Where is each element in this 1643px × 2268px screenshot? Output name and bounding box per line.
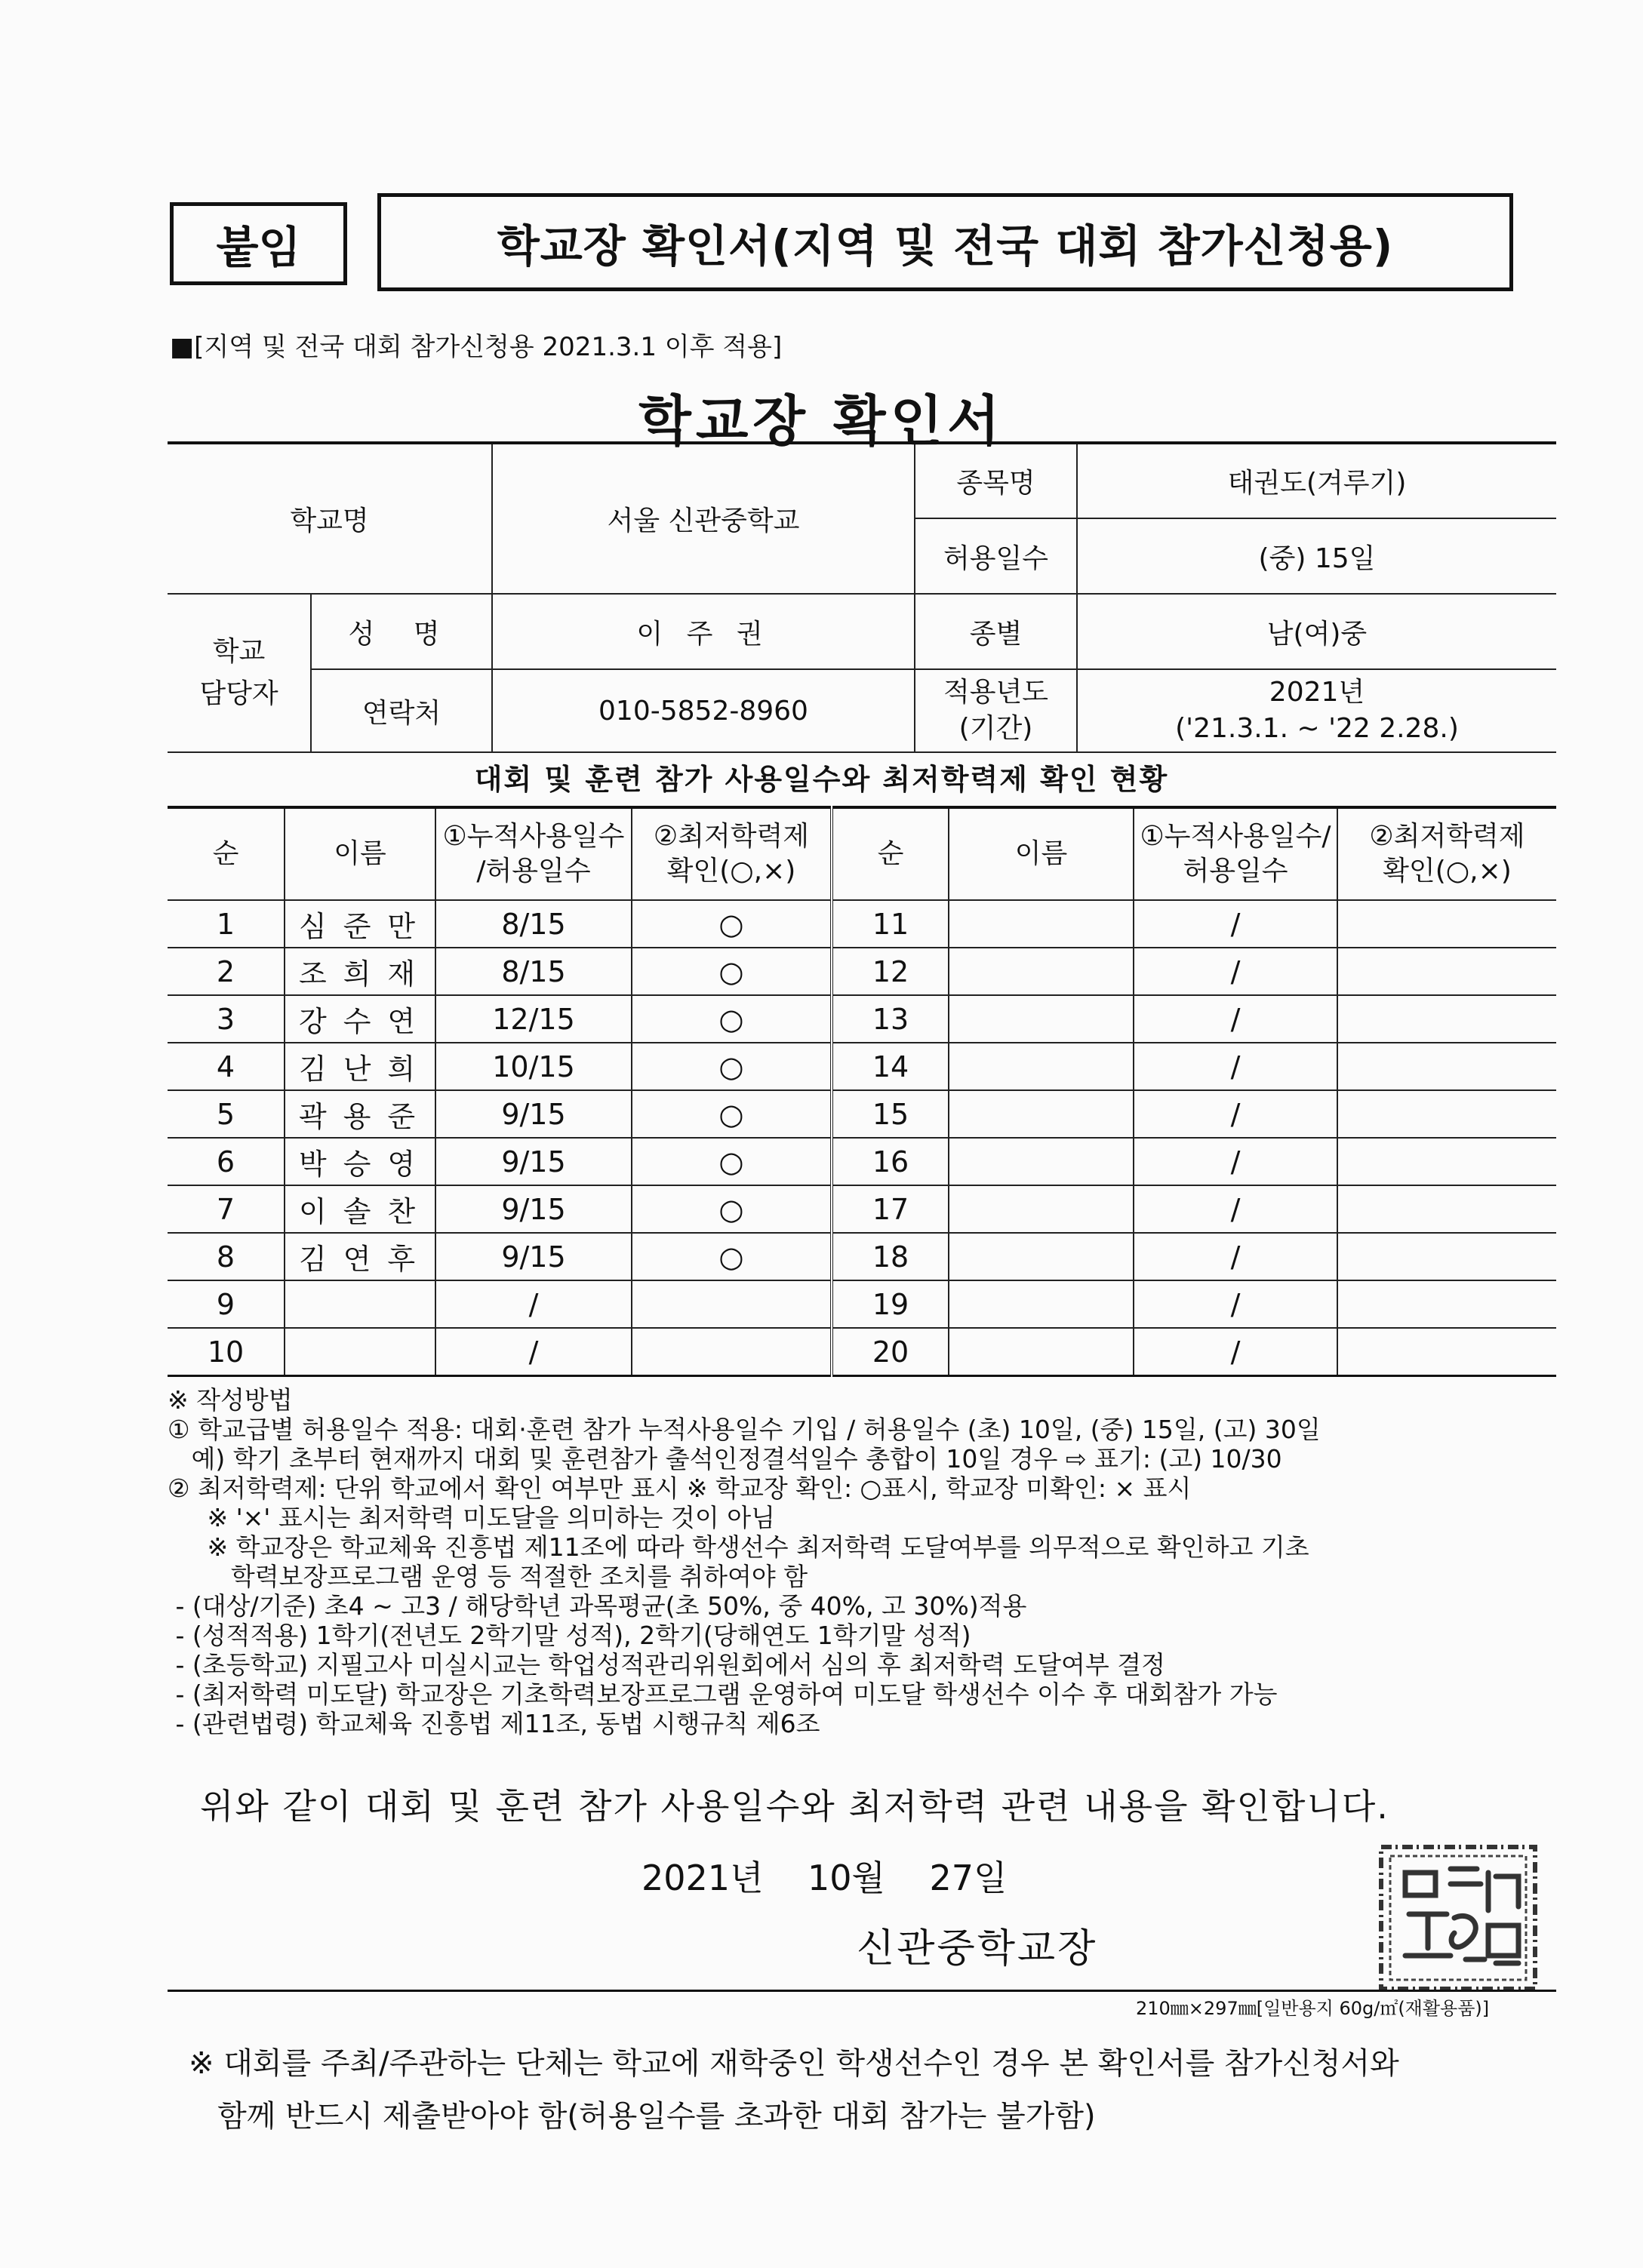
principal-signature: 신관중학교장: [857, 1926, 1098, 1971]
table-row: [168, 1043, 1556, 1090]
min-academic-check: [632, 1280, 832, 1328]
row-number: 6: [168, 1138, 285, 1185]
student-name: 심준만: [285, 900, 435, 948]
row-number: 10: [168, 1328, 285, 1376]
student-name-2: [949, 1138, 1134, 1185]
contact-value: 010-5852-8960: [492, 669, 915, 752]
table-row: [168, 900, 1556, 948]
days-used-2: /: [1134, 948, 1337, 995]
student-name-2: [949, 1328, 1134, 1376]
min-academic-check: ○: [632, 1043, 832, 1090]
applicability-note: ■[지역 및 전국 대회 참가신청용 2021.3.1 이후 적용]: [170, 332, 783, 362]
days-used: 9/15: [435, 1090, 632, 1138]
instruction-line: - (관련법령) 학교체육 진흥법 제11조, 동법 시행규칙 제6조: [168, 1709, 820, 1738]
student-name: 조희재: [285, 948, 435, 995]
days-used: /: [435, 1328, 632, 1376]
table-row: [168, 1280, 1556, 1328]
days-used-2: /: [1134, 1328, 1337, 1376]
official-seal: [1375, 1842, 1541, 1993]
min-academic-check: ○: [632, 948, 832, 995]
days-used-2: /: [1134, 1233, 1337, 1280]
name-value: 이 주 권: [492, 594, 915, 669]
min-academic-check-2: [1337, 1328, 1556, 1376]
period-value: 2021년 ('21.3.1. ~ '22 2.28.): [1077, 669, 1556, 752]
min-academic-check-2: [1337, 1090, 1556, 1138]
student-name: [285, 1328, 435, 1376]
school-name-value: 서울 신관중학교: [492, 443, 915, 594]
days-used: 9/15: [435, 1233, 632, 1280]
instruction-line: ※ '×' 표시는 최저학력 미도달을 의미하는 것이 아님: [168, 1503, 776, 1532]
row-number-2: 13: [832, 995, 949, 1043]
manager-label: 학교 담당자: [168, 594, 311, 752]
gender-label: 종별: [915, 594, 1077, 669]
student-name-2: [949, 1233, 1134, 1280]
student-name-2: [949, 1043, 1134, 1090]
min-academic-check: ○: [632, 900, 832, 948]
header-title: 학교장 확인서(지역 및 전국 대회 참가신청용): [377, 193, 1513, 291]
issue-date: 2021년 10월 27일: [642, 1858, 1008, 1898]
seal-graphic: [1375, 1842, 1541, 1993]
row-number-2: 20: [832, 1328, 949, 1376]
student-name: 박승영: [285, 1138, 435, 1185]
row-number-2: 14: [832, 1043, 949, 1090]
min-academic-check-2: [1337, 948, 1556, 995]
section-title: 대회 및 훈련 참가 사용일수와 최저학력제 확인 현황: [474, 763, 1169, 796]
min-academic-check: [632, 1328, 832, 1376]
info-table: [168, 441, 1556, 753]
paper-spec: 210㎜×297㎜[일반용지 60g/㎡(재활용품)]: [1136, 1998, 1490, 2019]
days-used: 9/15: [435, 1185, 632, 1233]
name-label: 성 명: [311, 594, 492, 669]
min-academic-check-2: [1337, 1280, 1556, 1328]
col-header-days: ①누적사용일수 /허용일수: [435, 807, 632, 900]
instruction-line: 예) 학기 초부터 현재까지 대회 및 훈련참가 출석인정결석일수 총합이 10일 경우 ⇨ 표기: (고) 10/30: [168, 1444, 1282, 1474]
instruction-line: - (대상/기준) 초4 ~ 고3 / 해당학년 과목평균(초 50%, 중 40%, 고 30%)적용: [168, 1591, 1027, 1621]
col-header-no-2: 순: [832, 807, 949, 900]
footer-rule: [168, 1990, 1556, 1992]
days-used: 12/15: [435, 995, 632, 1043]
period-label: 적용년도 (기간): [915, 669, 1077, 752]
min-academic-check: ○: [632, 1233, 832, 1280]
student-name: 강수연: [285, 995, 435, 1043]
allowed-days-label: 허용일수: [915, 518, 1077, 594]
row-number: 9: [168, 1280, 285, 1328]
days-used-2: /: [1134, 995, 1337, 1043]
student-name-2: [949, 1185, 1134, 1233]
table-row: [168, 948, 1556, 995]
notice-line: ※ 대회를 주최/주관하는 단체는 학교에 재학중인 학생선수인 경우 본 확인서를 참가신청서와: [189, 2046, 1399, 2081]
table-row: [168, 1138, 1556, 1185]
row-number: 7: [168, 1185, 285, 1233]
min-academic-check-2: [1337, 1138, 1556, 1185]
instruction-line: - (성적적용) 1학기(전년도 2학기말 성적), 2학기(당해연도 1학기말 성적): [168, 1621, 971, 1650]
instruction-line: - (초등학교) 지필고사 미실시교는 학업성적관리위원회에서 심의 후 최저학력 도달여부 결정: [168, 1650, 1166, 1679]
col-header-check-2: ②최저학력제 확인(○,×): [1337, 807, 1556, 900]
days-used-2: /: [1134, 900, 1337, 948]
student-name-2: [949, 900, 1134, 948]
school-name-label: 학교명: [168, 443, 492, 594]
col-header-name: 이름: [285, 807, 435, 900]
col-header-name-2: 이름: [949, 807, 1134, 900]
row-number: 4: [168, 1043, 285, 1090]
participation-table: [168, 806, 1556, 1377]
row-number: 5: [168, 1090, 285, 1138]
row-number-2: 12: [832, 948, 949, 995]
days-used: 10/15: [435, 1043, 632, 1090]
row-number-2: 17: [832, 1185, 949, 1233]
row-number-2: 11: [832, 900, 949, 948]
student-name: 곽용준: [285, 1090, 435, 1138]
row-number-2: 16: [832, 1138, 949, 1185]
gender-value: 남(여)중: [1077, 594, 1556, 669]
min-academic-check-2: [1337, 1185, 1556, 1233]
days-used: 9/15: [435, 1138, 632, 1185]
document-title: 학교장 확인서: [638, 389, 1005, 453]
row-number-2: 19: [832, 1280, 949, 1328]
allowed-days-value: (중) 15일: [1077, 518, 1556, 594]
instruction-line: ① 학교급별 허용일수 적용: 대회·훈련 참가 누적사용일수 기입 / 허용일수 (초) 10일, (중) 15일, (고) 30일: [168, 1415, 1321, 1444]
student-name: 김연후: [285, 1233, 435, 1280]
row-number: 1: [168, 900, 285, 948]
confirmation-statement: 위와 같이 대회 및 훈련 참가 사용일수와 최저학력 관련 내용을 확인합니다.: [200, 1786, 1389, 1827]
notice-line: 함께 반드시 제출받아야 함(허용일수를 초과한 대회 참가는 불가함): [189, 2099, 1096, 2134]
attachment-label: 붙임: [170, 202, 347, 285]
col-header-no: 순: [168, 807, 285, 900]
days-used: 8/15: [435, 948, 632, 995]
days-used-2: /: [1134, 1043, 1337, 1090]
instruction-line: ② 최저학력제: 단위 학교에서 확인 여부만 표시 ※ 학교장 확인: ○표시, 학교장 미확인: × 표시: [168, 1474, 1192, 1503]
instruction-line: - (최저학력 미도달) 학교장은 기초학력보장프로그램 운영하여 미도달 학생선수 이수 후 대회참가 가능: [168, 1679, 1278, 1709]
table-row: [168, 1328, 1556, 1376]
days-used-2: /: [1134, 1280, 1337, 1328]
student-name: [285, 1280, 435, 1328]
event-label: 종목명: [915, 443, 1077, 518]
instruction-line: 학력보장프로그램 운영 등 적절한 조치를 취하여야 함: [168, 1562, 808, 1591]
contact-label: 연락처: [311, 669, 492, 752]
row-number-2: 15: [832, 1090, 949, 1138]
row-number-2: 18: [832, 1233, 949, 1280]
row-number: 8: [168, 1233, 285, 1280]
instruction-line: ※ 학교장은 학교체육 진흥법 제11조에 따라 학생선수 최저학력 도달여부를 의무적으로 확인하고 기초: [168, 1532, 1309, 1562]
bottom-notice: [189, 2037, 1399, 2143]
min-academic-check-2: [1337, 900, 1556, 948]
min-academic-check: ○: [632, 1138, 832, 1185]
student-name: 김난희: [285, 1043, 435, 1090]
writing-instructions: [168, 1385, 1571, 1738]
min-academic-check-2: [1337, 995, 1556, 1043]
days-used-2: /: [1134, 1090, 1337, 1138]
table-row: [168, 1185, 1556, 1233]
min-academic-check-2: [1337, 1043, 1556, 1090]
student-name-2: [949, 948, 1134, 995]
student-name-2: [949, 1280, 1134, 1328]
student-name: 이솔찬: [285, 1185, 435, 1233]
min-academic-check: ○: [632, 1090, 832, 1138]
days-used: /: [435, 1280, 632, 1328]
min-academic-check-2: [1337, 1233, 1556, 1280]
table-row: [168, 1233, 1556, 1280]
col-header-days-2: ①누적사용일수/ 허용일수: [1134, 807, 1337, 900]
table-row: [168, 1090, 1556, 1138]
student-name-2: [949, 995, 1134, 1043]
instruction-line: ※ 작성방법: [168, 1385, 293, 1415]
days-used: 8/15: [435, 900, 632, 948]
days-used-2: /: [1134, 1185, 1337, 1233]
min-academic-check: ○: [632, 995, 832, 1043]
event-value: 태권도(겨루기): [1077, 443, 1556, 518]
min-academic-check: ○: [632, 1185, 832, 1233]
table-row: [168, 995, 1556, 1043]
row-number: 3: [168, 995, 285, 1043]
row-number: 2: [168, 948, 285, 995]
days-used-2: /: [1134, 1138, 1337, 1185]
student-name-2: [949, 1090, 1134, 1138]
col-header-check: ②최저학력제 확인(○,×): [632, 807, 832, 900]
